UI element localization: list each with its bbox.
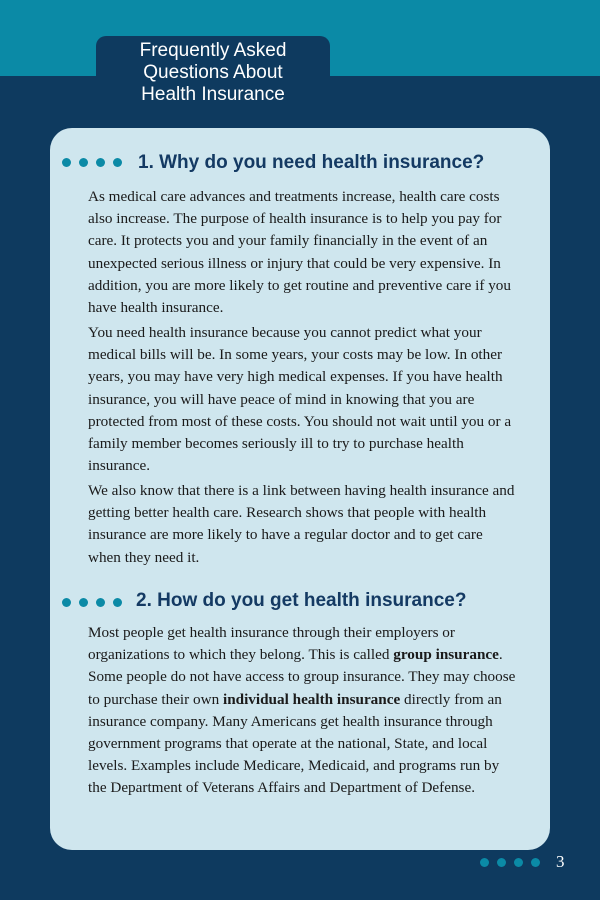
title-line-3: Health Insurance bbox=[141, 84, 285, 105]
question-1-paragraph-3: We also know that there is a link between having health insurance and getting better health care. Research shows that people with health insurance are more likely to have a regular doctor and to get care when they need it. bbox=[88, 482, 515, 566]
q2-text-part-1: Most people get health insurance through their employers or organizations to which they belong. This is called bbox=[88, 624, 455, 664]
q2-text-part-3: directly from an insurance company. Many Americans get health insurance through government programs that operate at the national, State, and local levels. Examples include Medicare, Medicaid, and programs run by the Department of Veterans Affairs and Department of Defense. bbox=[88, 690, 502, 797]
title-line-2: Questions About bbox=[143, 62, 283, 83]
bullet-dot-icon bbox=[531, 858, 540, 867]
footer-dots bbox=[480, 858, 540, 867]
bullet-dot-icon bbox=[96, 598, 105, 607]
bullet-dot-icon bbox=[62, 598, 71, 607]
page-number: 3 bbox=[556, 852, 565, 871]
bullet-dot-icon bbox=[514, 858, 523, 867]
bullet-dot-icon bbox=[113, 158, 122, 167]
bullet-dot-icon bbox=[79, 158, 88, 167]
bullet-dot-icon bbox=[113, 598, 122, 607]
page-title bbox=[96, 40, 330, 106]
bullet-dot-icon bbox=[497, 858, 506, 867]
group-insurance-term: group insurance bbox=[393, 646, 499, 664]
bullet-dot-icon bbox=[79, 598, 88, 607]
question-2-paragraph bbox=[88, 622, 518, 800]
bullet-dot-icon bbox=[62, 158, 71, 167]
question-2-heading: 2. How do you get health insurance? bbox=[136, 590, 467, 611]
question-1-heading: 1. Why do you need health insurance? bbox=[138, 152, 485, 173]
title-line-1: Frequently Asked bbox=[139, 40, 287, 61]
bullet-dots-q2 bbox=[62, 598, 122, 607]
question-1-paragraph-1: As medical care advances and treatments increase, health care costs also increase. The purpose of health insurance is to help you pay for care. It protects you and your family financially in the event of an unexpected serious illness or injury that could be very expensive. In addition, you are more likely to get routine and preventive care if you have health insurance. bbox=[88, 188, 511, 317]
bullet-dot-icon bbox=[96, 158, 105, 167]
individual-insurance-term: individual health insurance bbox=[222, 690, 401, 708]
question-1-paragraph-2: You need health insurance because you cannot predict what your medical bills will be. In some years, your costs may be low. In other years, you may have very high medical expenses. If you have health insurance, you will have peace of mind in knowing that you are protected from most of these costs. You should not wait until you or a family member becomes seriously ill to try to purchase health insurance. bbox=[88, 324, 512, 475]
q2-text-part-2: . Some people do not have access to group insurance. They may choose to purchase their own bbox=[88, 646, 516, 708]
bullet-dots-q1 bbox=[62, 158, 122, 167]
bullet-dot-icon bbox=[480, 858, 489, 867]
